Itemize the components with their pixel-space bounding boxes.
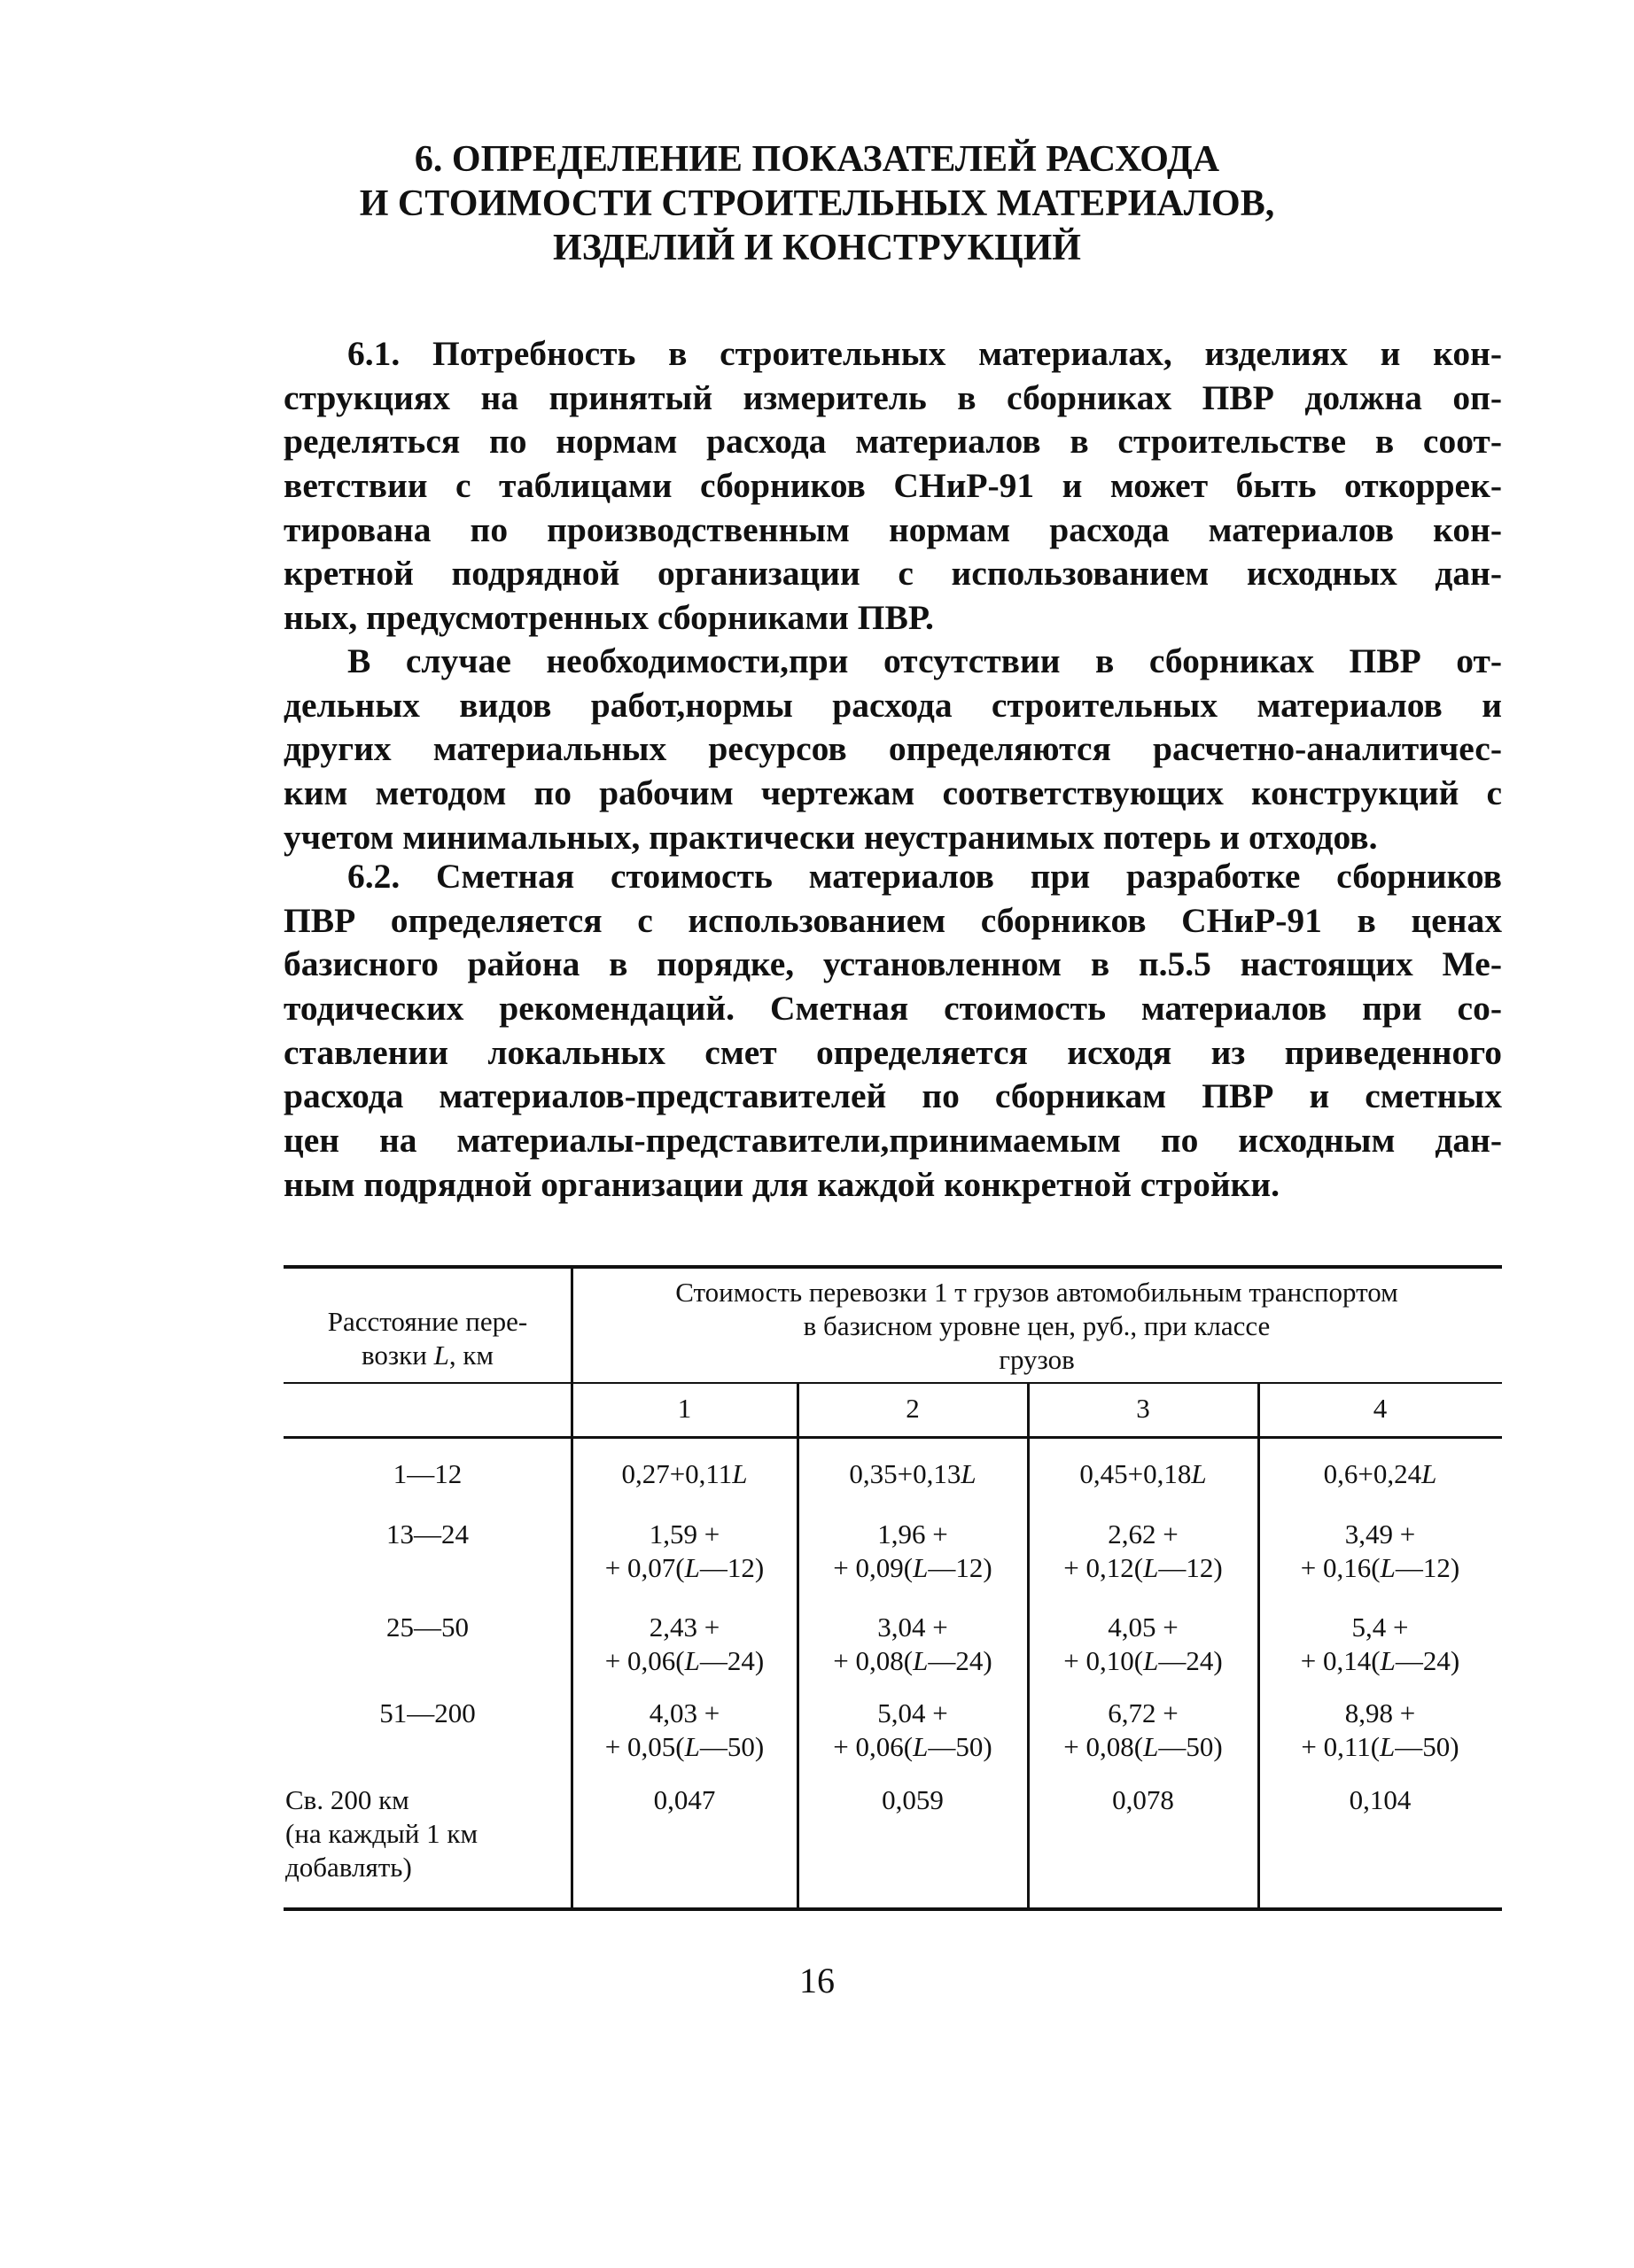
- cell-line: грузов: [999, 1344, 1075, 1375]
- table-cell: [572, 1697, 798, 1764]
- title-line-1: 6. ОПРЕДЕЛЕНИЕ ПОКАЗАТЕЛЕЙ РАСХОДА: [414, 139, 1220, 180]
- cell-line: 0,104: [1349, 1784, 1412, 1815]
- table-cell: [572, 1518, 798, 1585]
- text-line: цен на материалы-представители,принимаемым по исходным дан-: [284, 1121, 1502, 1161]
- cell-line: Расстояние пере-: [327, 1306, 528, 1337]
- row-label: [284, 1457, 572, 1491]
- table-cell: [572, 1611, 798, 1678]
- cell-line: 1,59 +: [649, 1518, 720, 1550]
- cell-line: добавлять): [285, 1852, 412, 1883]
- cell-line: + 0,08(L—50): [1063, 1731, 1223, 1762]
- text-line-content: Сметная стоимость материалов при разработке сборников: [436, 857, 1502, 896]
- cell-line: 8,98 +: [1344, 1697, 1416, 1728]
- cell-line: 0,6+0,24L: [1323, 1458, 1437, 1489]
- cell-line: 2,62 +: [1108, 1518, 1179, 1550]
- text-line: [284, 332, 1502, 377]
- paragraph-number: 6.1.: [347, 334, 401, 373]
- text-line: тирована по производственным нормам расхода материалов кон-: [284, 509, 1502, 549]
- cell-line: 13—24: [386, 1518, 469, 1550]
- paragraph-6-2: [284, 855, 1502, 1208]
- table-cell: [1028, 1783, 1258, 1817]
- cell-line: 3,49 +: [1344, 1518, 1416, 1550]
- cell-line: 5,04 +: [877, 1697, 948, 1728]
- table-cell: [1028, 1518, 1258, 1585]
- title-line-2: И СТОИМОСТИ СТРОИТЕЛЬНЫХ МАТЕРИАЛОВ,: [359, 183, 1275, 224]
- cell-line: + 0,06(L—24): [604, 1645, 765, 1676]
- cell-line: 3: [1136, 1393, 1150, 1424]
- table-cell: [1028, 1611, 1258, 1678]
- paragraph-6-1: [284, 332, 1502, 641]
- table-rule: [284, 1907, 1502, 1911]
- text-line: ределяться по нормам расхода материалов в строительстве в соот-: [284, 422, 1502, 462]
- table-cell: [1258, 1457, 1502, 1491]
- cell-line: 51—200: [379, 1697, 476, 1728]
- text-line: дельных видов работ,нормы расхода строительных материалов и: [284, 685, 1502, 725]
- cell-line: 1: [677, 1393, 692, 1424]
- cell-line: 0,059: [882, 1784, 944, 1815]
- cell-line: + 0,16(L—12): [1300, 1552, 1460, 1583]
- table-cell: [1028, 1697, 1258, 1764]
- cell-line: 25—50: [386, 1612, 469, 1643]
- cell-line: + 0,12(L—12): [1063, 1552, 1223, 1583]
- text-line: [284, 855, 1502, 899]
- text-line: кретной подрядной организации с использованием исходных дан-: [284, 554, 1502, 594]
- section-title: [292, 137, 1342, 270]
- cell-line: 5,4 +: [1351, 1612, 1409, 1643]
- header-distance: [284, 1305, 572, 1372]
- cell-line: + 0,05(L—50): [604, 1731, 765, 1762]
- cell-line: 2,43 +: [649, 1612, 720, 1643]
- cell-line: 4,03 +: [649, 1697, 720, 1728]
- cell-line: в базисном уровне цен, руб., при классе: [803, 1310, 1271, 1341]
- cell-line: + 0,06(L—50): [833, 1731, 992, 1762]
- text-line: струкциях на принятый измеритель в сборниках ПВР должна оп-: [284, 377, 1502, 417]
- paragraph-number: 6.2.: [347, 857, 401, 896]
- cell-line: + 0,11(L—50): [1301, 1731, 1459, 1762]
- table-cell: [1258, 1783, 1502, 1817]
- text-line: расхода материалов-представителей по сборникам ПВР и сметных: [284, 1076, 1502, 1116]
- table-cell: [798, 1518, 1028, 1585]
- table-cell: [572, 1783, 798, 1817]
- cell-line: + 0,08(L—24): [833, 1645, 992, 1676]
- cell-line: 3,04 +: [877, 1612, 948, 1643]
- text-line: ПВР определяется с использованием сборников СНиР-91 в ценах: [284, 900, 1502, 940]
- class-header: [798, 1392, 1028, 1425]
- cell-line: 0,35+0,13L: [849, 1458, 977, 1489]
- text-line: ным подрядной организации для каждой конкретной стройки.: [284, 1164, 1280, 1204]
- table-cell: [1028, 1457, 1258, 1491]
- table-rule: [284, 1382, 1502, 1384]
- text-line: ставлении локальных смет определяется исходя из приведенного: [284, 1032, 1502, 1072]
- text-line: В случае необходимости,при отсутствии в сборниках ПВР от-: [347, 641, 1502, 680]
- cell-line: 0,27+0,11L: [621, 1458, 748, 1489]
- table-rule: [284, 1265, 1502, 1269]
- table-cell: [1258, 1611, 1502, 1678]
- header-cost: [572, 1276, 1502, 1377]
- table-cell: [798, 1457, 1028, 1491]
- cell-line: 0,45+0,18L: [1079, 1458, 1207, 1489]
- cell-line: + 0,09(L—12): [833, 1552, 992, 1583]
- cell-line: возки L, км: [361, 1340, 494, 1371]
- table-rule: [284, 1436, 1502, 1439]
- text-line: учетом минимальных, практически неустранимых потерь и отходов.: [284, 817, 1378, 857]
- text-line: тодических рекомендаций. Сметная стоимость материалов при со-: [284, 989, 1502, 1029]
- class-header: [1028, 1392, 1258, 1425]
- table-cell: [1258, 1697, 1502, 1764]
- row-label: [284, 1697, 572, 1730]
- table-cell: [798, 1697, 1028, 1764]
- cell-line: + 0,10(L—24): [1063, 1645, 1223, 1676]
- cell-line: (на каждый 1 км: [285, 1818, 479, 1849]
- row-label: [284, 1611, 572, 1644]
- table-cell: [1258, 1518, 1502, 1585]
- class-header: [572, 1392, 798, 1425]
- cell-line: + 0,07(L—12): [604, 1552, 765, 1583]
- text-line-content: Потребность в строительных материалах, изделиях и кон-: [432, 334, 1502, 373]
- cell-line: Стоимость перевозки 1 т грузов автомобильным транспортом: [675, 1277, 1398, 1308]
- cell-line: 4,05 +: [1108, 1612, 1179, 1643]
- cell-line: 0,078: [1112, 1784, 1174, 1815]
- cell-line: 1,96 +: [877, 1518, 948, 1550]
- title-line-3: ИЗДЕЛИЙ И КОНСТРУКЦИЙ: [553, 228, 1081, 268]
- cell-line: + 0,14(L—24): [1300, 1645, 1460, 1676]
- paragraph-6-1-second: [284, 640, 1502, 859]
- text-line: других материальных ресурсов определяются расчетно-аналитичес-: [284, 729, 1502, 769]
- cell-line: 6,72 +: [1108, 1697, 1179, 1728]
- row-label: [285, 1783, 564, 1884]
- text-line: ных, предусмотренных сборниками ПВР.: [284, 598, 934, 638]
- table-cell: [798, 1611, 1028, 1678]
- cell-line: 1—12: [393, 1458, 463, 1489]
- text-line: ветствии с таблицами сборников СНиР-91 и может быть откоррек-: [284, 466, 1502, 506]
- cell-line: 2: [906, 1393, 920, 1424]
- cell-line: 0,047: [653, 1784, 716, 1815]
- table-cell: [572, 1457, 798, 1491]
- cell-line: Св. 200 км: [285, 1784, 409, 1815]
- cell-line: 4: [1373, 1393, 1388, 1424]
- page-number: 16: [799, 1961, 835, 2000]
- class-header: [1258, 1392, 1502, 1425]
- table-cell: [798, 1783, 1028, 1817]
- row-label: [284, 1518, 572, 1551]
- text-line: базисного района в порядке, установленном в п.5.5 настоящих Ме-: [284, 944, 1502, 984]
- text-line: ким методом по рабочим чертежам соответствующих конструкций с: [284, 773, 1502, 813]
